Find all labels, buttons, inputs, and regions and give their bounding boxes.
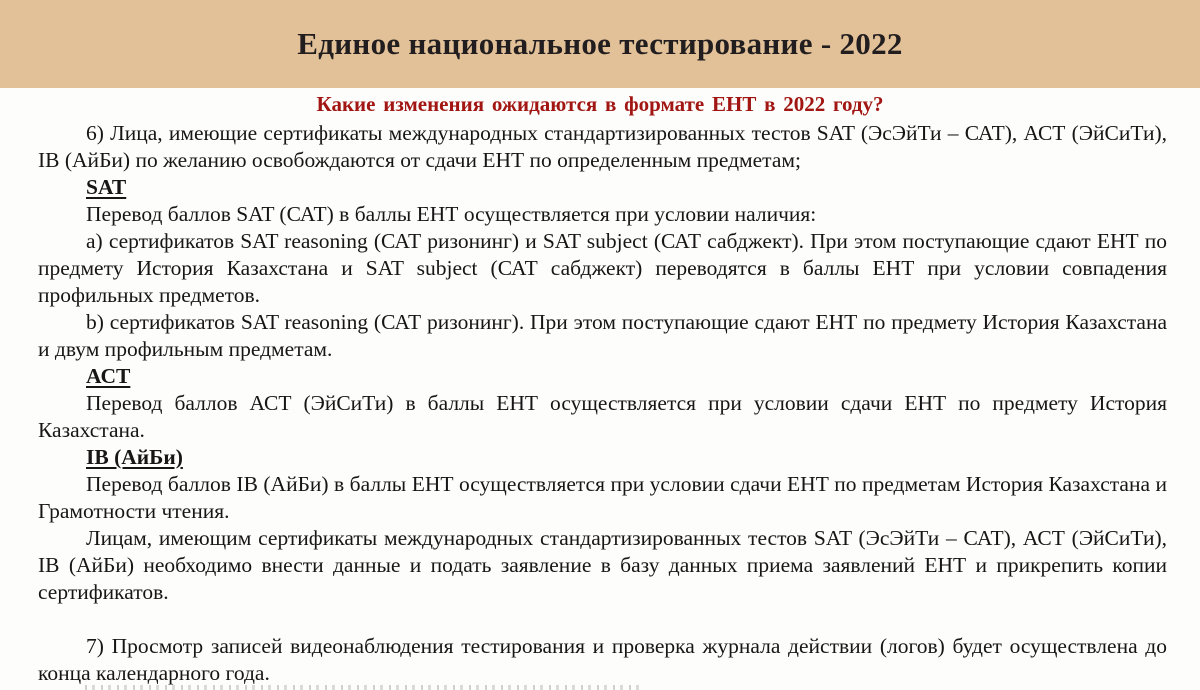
paragraph-ib: Перевод баллов IB (АйБи) в баллы ЕНТ осуществляется при условии сдачи ЕНТ по предметам История Казахстана и Грамотности чтения. [38,472,1167,523]
content-area [0,92,1200,687]
paragraph-sat-b: b) сертификатов SAT reasoning (САТ ризонинг). При этом поступающие сдают ЕНТ по предмету История Казахстана и двум профильным предметам. [38,310,1167,361]
heading-act [38,363,1167,390]
heading-sat-label: SAT [86,175,127,199]
paragraph-item-6: 6) Лица, имеющие сертификаты международных стандартизированных тестов SAT (ЭсЭйТи – САТ), АСТ (ЭйСиТи), IB (АйБи) по желанию освобождаются от сдачи ЕНТ по определенным предметам; [38,121,1167,172]
heading-act-label: АСТ [86,364,131,388]
paragraph-act: Перевод баллов АСТ (ЭйСиТи) в баллы ЕНТ осуществляется при условии сдачи ЕНТ по предмету История Казахстана. [38,391,1167,442]
subtitle: Какие изменения ожидаются в формате ЕНТ в 2022 году? [316,92,884,116]
page-title: Единое национальное тестирование - 2022 [297,26,903,61]
document-body [0,119,1200,687]
title-banner [0,0,1200,88]
blank-line [38,606,1167,633]
heading-ib [38,444,1167,471]
cutoff-line-fragment [85,685,640,690]
heading-sat [38,174,1167,201]
paragraph-sat-a: а) сертификатов SAT reasoning (САТ ризонинг) и SAT subject (САТ сабджект). При этом поступающие сдают ЕНТ по предмету История Казахстана и SAT subject (САТ сабджект) переводятся в баллы ЕНТ при условии совпадения профильных предметов. [38,229,1167,307]
paragraph-certificates-submission: Лицам, имеющим сертификаты международных стандартизированных тестов SAT (ЭсЭйТи – САТ), АСТ (ЭйСиТи), IB (АйБи) необходимо внести данные и подать заявление в базу данных приема заявлений ЕНТ и прикрепить копии сертификатов. [38,526,1167,604]
paragraph-sat-intro: Перевод баллов SAT (САТ) в баллы ЕНТ осуществляется при условии наличия: [86,202,817,226]
heading-ib-label: IB (АйБи) [86,445,183,469]
paragraph-item-7: 7) Просмотр записей видеонаблюдения тестирования и проверка журнала действии (логов) будет осуществлена до конца календарного года. [38,634,1167,685]
